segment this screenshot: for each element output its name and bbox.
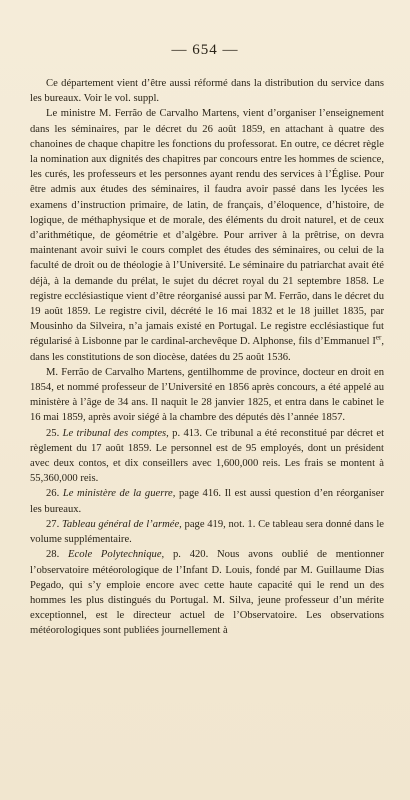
paragraph-text: page 416. Il est aussi question d’en réorganiser les bureaux. (30, 488, 385, 515)
paragraph-text: Le ministre M. Ferrão de Carvalho Martens, vient d’organiser l’enseignement dans les séminaires, par le décret du 26 août 1859, en attachant à quatre des chanoines de chaque chapitre les fonctions du professorat. En outre, ce décret règle la nomination aux dignités des chapitres par concours entre les hommes de science, les curés, les professeurs et les personnes ayant rendu des services à l’Église. Pour être admis aux études des séminaires, il faudra avoir passé dans les lycées les examens d’instruction primaire, de latin, de français, d’éloquence, d’histoire, de logique, de méthaphysique et de morale, des éléments du droit naturel, et de ceux d’arithmétique, de géométrie et d’algèbre. Pour arriver à la prêtrise, on devra maintenant avoir suivi le cours complet des études des séminaires, ou celui de la faculté de droit ou de théologie à l’Université. Le séminaire du patriarchat avait été déjà, à la demande du prélat, le sujet du décret royal du 21 septembre 1858. Le registre ecclésiastique vient d’être réorganisé aussi par M. Ferrão, dans le décret du 19 août 1859. Le registre civil, décrété le 16 mai 1832 et le 18 juillet 1835, par Mousinho da Silveira, n’a jamais existé en Portugal. Le registre ecclésiastique fut régularisé à Lisbonne par le cardinal-archevêque D. Alphonse, fils d’Emmanuel I (30, 108, 384, 348)
paragraph-1 (30, 76, 384, 106)
note-title: Le tribunal des comptes, (62, 427, 169, 439)
superscript: er (375, 333, 382, 342)
note-number: 26. (46, 488, 63, 500)
note-title: Ecole Polytechnique, (68, 549, 165, 561)
body-text (30, 76, 384, 639)
paragraph-tail: , dans les constitutions de son diocèse, datées du 25 août 1536. (30, 336, 384, 363)
paragraph-text: Ce département vient d’être aussi réformé dans la distribution du service dans les bureaux. Voir le vol. suppl. (30, 78, 384, 105)
page-number: — 654 — (171, 42, 239, 58)
paragraph-text: page 419, not. 1. Ce tableau sera donné dans le volume supplémentaire. (30, 518, 385, 546)
paragraph-5 (30, 486, 384, 516)
paragraph-text: p. 413. Ce tribunal a été reconstitué par décret et règlement du 17 août 1859. Le personnel est de 95 employés, dont un président avec deux contos, et dix conseillers avec 1,600,000 reis. Les frais se montent à 55,360,000 reis. (30, 427, 385, 485)
note-number: 28. (46, 549, 69, 561)
paragraph-4 (30, 426, 384, 487)
paragraph-text: M. Ferrão de Carvalho Martens, gentilhomme de province, docteur en droit en 1854, et nommé professeur de l’Université en 1856 après concours, a été appelé au ministère à l’âge de 34 ans. Il naquit le 28 janvier 1825, et entra dans le cabinet le 16 mai 1859, après avoir siégé à la chambre des députés dès l’année 1857. (30, 366, 384, 424)
note-number: 25. (46, 427, 63, 439)
note-title: Tableau général de l’armée, (61, 518, 182, 530)
paragraph-2 (30, 106, 384, 364)
paragraph-text: p. 420. Nous avons oublié de mentionner l’observatoire météorologique de l’Infant D. Louis, fondé par M. Guillaume Dias Pegado, qui s’y emploie encore avec cette haute capacité qui le rend un des hommes les plus distingués du Portugal. M. Silva, jeune professeur d’un mérite exceptionnel, est le directeur actuel de l’Observatoire. Les observations météorologiques sont publiées journellement à (30, 549, 384, 637)
note-title: Le ministère de la guerre, (62, 488, 176, 500)
paragraph-3 (30, 365, 384, 426)
paragraph-6 (30, 517, 384, 547)
paragraph-7 (30, 547, 384, 638)
note-number: 27. (46, 518, 62, 530)
